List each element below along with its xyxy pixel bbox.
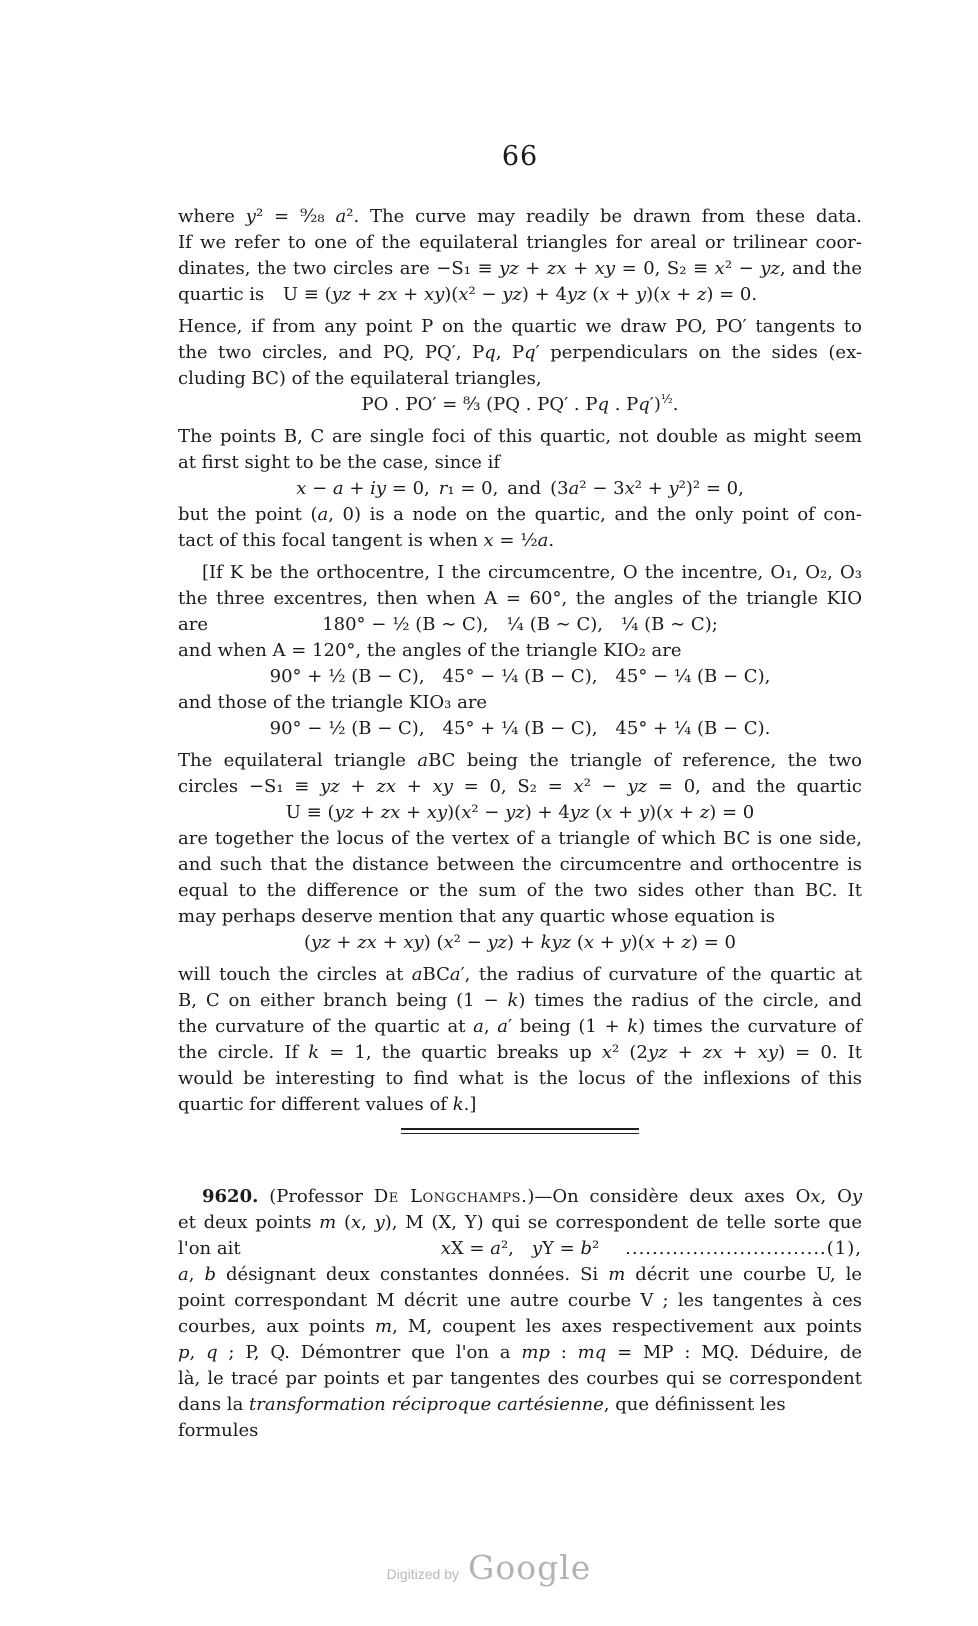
equation-body: U ≡ (yz + zx + xy)(x² − yz) + 4yz (x + y)(x + z) = 0. bbox=[282, 284, 758, 305]
text-line: If we refer to one of the equilateral triangles for areal or trilinear coor- bbox=[178, 232, 862, 253]
formula-line: PO . PO′ = ⁸⁄₃ (PQ . PQ′ . Pq . Pq′)$^{\frac{1}{2}}$. bbox=[361, 392, 679, 415]
text-line: quartic for different values of k.] bbox=[178, 1094, 477, 1115]
text-line: and those of the triangle KIO₃ are bbox=[178, 692, 488, 713]
text-line: but the point (a, 0) is a node on the quartic, and the only point of con- bbox=[178, 504, 862, 525]
equation-number: ..............................(1), bbox=[625, 1238, 862, 1259]
page-number: 66 bbox=[501, 141, 539, 172]
equation-label: are bbox=[178, 614, 208, 635]
text-line: the three excentres, then when A = 60°, the angles of the triangle KIO bbox=[178, 588, 862, 609]
text-line: and when A = 120°, the angles of the triangle KIO₂ are bbox=[178, 640, 682, 661]
equation-body: 180° − ½ (B ∼ C), ¼ (B ∼ C), ¼ (B ∼ C); bbox=[322, 614, 718, 635]
text-line: at first sight to be the case, since if bbox=[178, 452, 501, 473]
text-line: where y² = ⁹⁄₂₈ a². The curve may readily be drawn from these data. bbox=[178, 206, 862, 227]
equation-line bbox=[178, 1236, 862, 1262]
text-line: The equilateral triangle aBC being the triangle of reference, the two bbox=[178, 750, 863, 771]
equation-body: xX = a², yY = b² bbox=[440, 1238, 600, 1259]
formula-line: (yz + zx + xy) (x² − yz) + kyz (x + y)(x + z) = 0 bbox=[303, 932, 736, 953]
text-column bbox=[178, 204, 862, 1444]
text-line: et deux points m (x, y), M (X, Y) qui se correspondent de telle sorte que bbox=[178, 1212, 862, 1233]
text-line: The points B, C are single foci of this quartic, not double as might seem bbox=[178, 426, 862, 447]
text-line: circles −S₁ ≡ yz + zx + xy = 0, S₂ = x² − yz = 0, and the quartic bbox=[178, 776, 862, 797]
text-line: tact of this focal tangent is when x = ½a. bbox=[178, 530, 555, 551]
text-line: point correspondant M décrit une autre courbe V ; les tangentes à ces bbox=[178, 1290, 862, 1311]
text-line: the two circles, and PQ, PQ′, Pq, Pq′ perpendiculars on the sides (ex- bbox=[178, 342, 862, 363]
text-line: cluding BC) of the equilateral triangles, bbox=[178, 368, 542, 389]
text-line: là, le tracé par points et par tangentes des courbes qui se correspondent bbox=[178, 1368, 862, 1389]
text-line: the curvature of the quartic at a, a′ being (1 + k) times the curvature of bbox=[178, 1016, 862, 1037]
equation-line bbox=[178, 612, 862, 638]
equation-label: quartic is bbox=[178, 284, 265, 305]
formula-line: 90° + ½ (B − C), 45° − ¼ (B − C), 45° − ¼ (B − C), bbox=[269, 666, 771, 687]
text-line: are together the locus of the vertex of a triangle of which BC is one side, bbox=[178, 828, 862, 849]
text-line: a, b désignant deux constantes données. Si m décrit une courbe U, le bbox=[178, 1264, 862, 1285]
text-line: equal to the difference or the sum of the two sides other than BC. It bbox=[178, 880, 862, 901]
text-line: [If K be the orthocentre, I the circumcentre, O the incentre, O₁, O₂, O₃ bbox=[202, 562, 862, 583]
watermark-text: Digitized by bbox=[386, 1566, 460, 1582]
section-divider bbox=[401, 1128, 639, 1134]
watermark bbox=[0, 1548, 978, 1587]
formula-line: U ≡ (yz + zx + xy)(x² − yz) + 4yz (x + y)(x + z) = 0 bbox=[285, 802, 755, 823]
text-line: will touch the circles at aBCa′, the radius of curvature of the quartic at bbox=[178, 964, 862, 985]
google-logo: Google bbox=[468, 1548, 592, 1587]
formula-line: x − a + iy = 0, r₁ = 0, and (3a² − 3x² + y²)² = 0, bbox=[296, 478, 744, 499]
text-line: p, q ; P, Q. Démontrer que l'on a mp : mq = MP : MQ. Déduire, de bbox=[178, 1342, 862, 1363]
text-line: 9620. (Professor De Longchamps.)—On considère deux axes Ox, Oy bbox=[202, 1186, 863, 1207]
text-line: courbes, aux points m, M, coupent les axes respectivement aux points bbox=[178, 1316, 862, 1337]
text-line: Hence, if from any point P on the quartic we draw PO, PO′ tangents to bbox=[178, 316, 862, 337]
formula-line: 90° − ½ (B − C), 45° + ¼ (B − C), 45° + ¼ (B − C). bbox=[269, 718, 771, 739]
text-line: would be interesting to find what is the locus of the inflexions of this bbox=[178, 1068, 862, 1089]
equation-label: l'on ait bbox=[178, 1238, 241, 1259]
equation-line bbox=[178, 282, 862, 308]
text-line: B, C on either branch being (1 − k) times the radius of the circle, and bbox=[178, 990, 862, 1011]
text-line: dans la transformation réciproque cartésienne, que définissent les formules bbox=[178, 1394, 786, 1441]
text-line: may perhaps deserve mention that any quartic whose equation is bbox=[178, 906, 775, 927]
text-line: the circle. If k = 1, the quartic breaks up x² (2yz + zx + xy) = 0. It bbox=[178, 1042, 862, 1063]
text-line: and such that the distance between the circumcentre and orthocentre is bbox=[178, 854, 862, 875]
text-line: dinates, the two circles are −S₁ ≡ yz + zx + xy = 0, S₂ ≡ x² − yz, and the bbox=[178, 258, 862, 279]
